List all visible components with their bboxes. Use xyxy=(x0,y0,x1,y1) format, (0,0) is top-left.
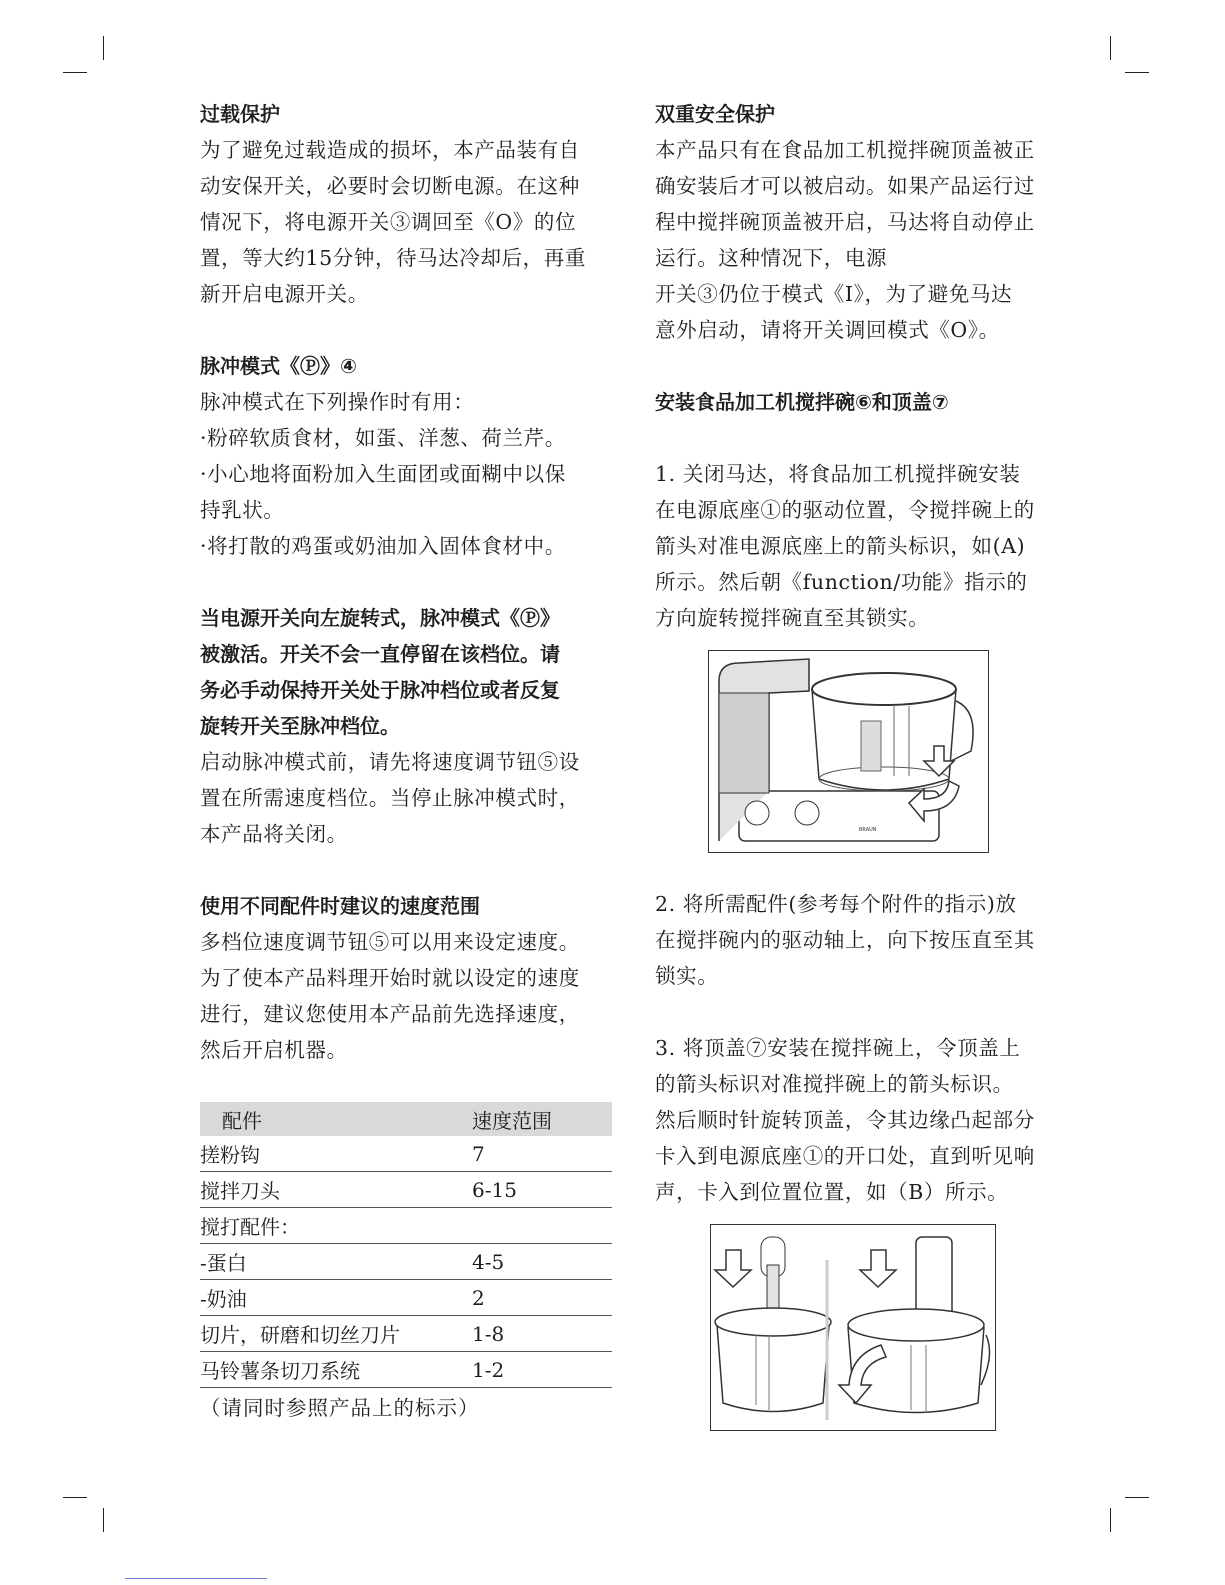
overload-line: 为了避免过载造成的损坏，本产品装有自 xyxy=(200,138,580,162)
table-cell-item: 搓粉钩 xyxy=(200,1136,472,1172)
speed-section xyxy=(200,888,612,1068)
footer-rule xyxy=(125,1578,267,1579)
step2-line: 在搅拌碗内的驱动轴上，向下按压直至其 xyxy=(655,928,1035,952)
pulse-section xyxy=(200,348,612,564)
step1-line: 在电源底座①的驱动位置，令搅拌碗上的 xyxy=(655,498,1035,522)
table-row xyxy=(200,1316,612,1352)
install-heading: 安装食品加工机搅拌碗⑥和顶盖⑦ xyxy=(655,390,949,414)
safety-heading: 双重安全保护 xyxy=(655,102,775,126)
overload-heading: 过载保护 xyxy=(200,102,280,126)
table-cell-speed: 2 xyxy=(472,1280,612,1316)
safety-line: 确安装后才可以被启动。如果产品运行过 xyxy=(655,174,1035,198)
table-cell-item: 切片，研磨和切丝刀片 xyxy=(200,1316,472,1352)
food-processor-bowl-illustration-icon xyxy=(709,651,988,852)
right-column xyxy=(655,96,1075,636)
pulse-heading xyxy=(200,348,612,384)
step3-line: 3. 将顶盖⑦安装在搅拌碗上，令顶盖上 xyxy=(655,1036,1021,1060)
step2-line: 锁实。 xyxy=(655,964,719,988)
pulse-line: ·粉碎软质食材，如蛋、洋葱、荷兰芹。 xyxy=(200,426,566,450)
safety-line: 本产品只有在食品加工机搅拌碗顶盖被正 xyxy=(655,138,1035,162)
table-cell-speed xyxy=(472,1208,612,1244)
overload-line: 新开启电源开关。 xyxy=(200,282,369,306)
table-row xyxy=(200,1352,612,1388)
overload-section xyxy=(200,96,612,312)
overload-line: 情况下，将电源开关③调回至《O》的位 xyxy=(200,210,577,234)
table-row xyxy=(200,1280,612,1316)
table-cell-speed: 6-15 xyxy=(472,1172,612,1208)
table-cell-item: 搅打配件： xyxy=(200,1208,472,1244)
table-cell-speed: 7 xyxy=(472,1136,612,1172)
safety-line: 意外启动，请将开关调回模式《O》。 xyxy=(655,318,1000,342)
install-steps-continued xyxy=(655,886,1075,1210)
step1-line: 方向旋转搅拌碗直至其锁实。 xyxy=(655,606,930,630)
speed-line: 进行，建议您使用本产品前先选择速度， xyxy=(200,1002,580,1026)
speed-table xyxy=(200,1102,612,1388)
step3-line: 的箭头标识对准搅拌碗上的箭头标识。 xyxy=(655,1072,1014,1096)
figure-b-accessory-and-lid xyxy=(710,1224,996,1431)
crop-mark xyxy=(1125,1497,1149,1498)
switch-bold-line: 务必手动保持开关处于脉冲档位或者反复 xyxy=(200,678,560,702)
table-row xyxy=(200,1172,612,1208)
crop-mark xyxy=(63,1497,87,1498)
switch-line: 本产品将关闭。 xyxy=(200,822,348,846)
safety-line: 开关③仍位于模式《I》，为了避免马达 xyxy=(655,282,1013,306)
figure-a-bowl-installation xyxy=(708,650,989,853)
table-cell-item: 马铃薯条切刀系统 xyxy=(200,1352,472,1388)
table-cell-speed: 1-8 xyxy=(472,1316,612,1352)
step1-line: 箭头对准电源底座上的箭头标识，如(A) xyxy=(655,534,1026,558)
switch-line: 启动脉冲模式前，请先将速度调节钮⑤设 xyxy=(200,750,580,774)
crop-mark xyxy=(103,36,104,60)
pulse-line: ·小心地将面粉加入生面团或面糊中以保 xyxy=(200,462,566,486)
table-header-row xyxy=(200,1102,612,1136)
table-row xyxy=(200,1244,612,1280)
table-row xyxy=(200,1208,612,1244)
speed-heading: 使用不同配件时建议的速度范围 xyxy=(200,894,480,918)
speed-line: 为了使本产品料理开始时就以设定的速度 xyxy=(200,966,580,990)
crop-mark xyxy=(1125,72,1149,73)
left-column xyxy=(200,96,612,1426)
table-cell-speed: 1-2 xyxy=(472,1352,612,1388)
table-row xyxy=(200,1136,612,1172)
safety-section xyxy=(655,96,1075,348)
table-header-accessory: 配件 xyxy=(200,1102,472,1136)
table-cell-item: 搅拌刀头 xyxy=(200,1172,472,1208)
pulse-line: 持乳状。 xyxy=(200,498,285,522)
switch-line: 置在所需速度档位。当停止脉冲模式时， xyxy=(200,786,580,810)
pulse-heading-text: 脉冲模式《 xyxy=(200,354,300,378)
pulse-line: ·将打散的鸡蛋或奶油加入固体食材中。 xyxy=(200,534,566,558)
speed-line: 多档位速度调节钮⑤可以用来设定速度。 xyxy=(200,930,580,954)
crop-mark xyxy=(63,72,87,73)
crop-mark xyxy=(1110,1508,1111,1532)
accessory-and-lid-illustration-icon xyxy=(711,1225,995,1430)
step1-line: 所示。然后朝《function/功能》指示的 xyxy=(655,570,1028,594)
table-cell-item: -奶油 xyxy=(200,1280,472,1316)
table-cell-item: -蛋白 xyxy=(200,1244,472,1280)
speed-line: 然后开启机器。 xyxy=(200,1038,348,1062)
pulse-heading-end: 》④ xyxy=(320,354,357,378)
install-section xyxy=(655,384,1075,636)
step3-line: 声，卡入到位置位置，如（B）所示。 xyxy=(655,1180,1009,1204)
crop-mark xyxy=(1110,36,1111,60)
switch-section xyxy=(200,600,612,852)
switch-bold-line: 被激活。开关不会一直停留在该档位。请 xyxy=(200,642,560,666)
table-note: （请同时参照产品上的标示） xyxy=(200,1396,480,1420)
table-header-speed: 速度范围 xyxy=(472,1102,612,1136)
table-cell-speed: 4-5 xyxy=(472,1244,612,1280)
switch-bold-line: 旋转开关至脉冲档位。 xyxy=(200,714,400,738)
figure-brand: BRAUN xyxy=(859,827,877,833)
pulse-line: 脉冲模式在下列操作时有用： xyxy=(200,390,475,414)
switch-bold-line: 当电源开关向左旋转式，脉冲模式《Ⓟ》 xyxy=(200,606,560,630)
step3-line: 卡入到电源底座①的开口处，直到听见响 xyxy=(655,1144,1035,1168)
safety-line: 程中搅拌碗顶盖被开启，马达将自动停止 xyxy=(655,210,1035,234)
pulse-p-icon: Ⓟ xyxy=(300,354,320,378)
overload-line: 动安保开关，必要时会切断电源。在这种 xyxy=(200,174,580,198)
step1-line: 1. 关闭马达，将食品加工机搅拌碗安装 xyxy=(655,462,1021,486)
safety-line: 运行。这种情况下，电源 xyxy=(655,246,888,270)
overload-line: 置，等大约15分钟，待马达冷却后，再重 xyxy=(200,246,586,270)
step3-line: 然后顺时针旋转顶盖，令其边缘凸起部分 xyxy=(655,1108,1035,1132)
step2-line: 2. 将所需配件(参考每个附件的指示)放 xyxy=(655,892,1017,916)
crop-mark xyxy=(103,1508,104,1532)
